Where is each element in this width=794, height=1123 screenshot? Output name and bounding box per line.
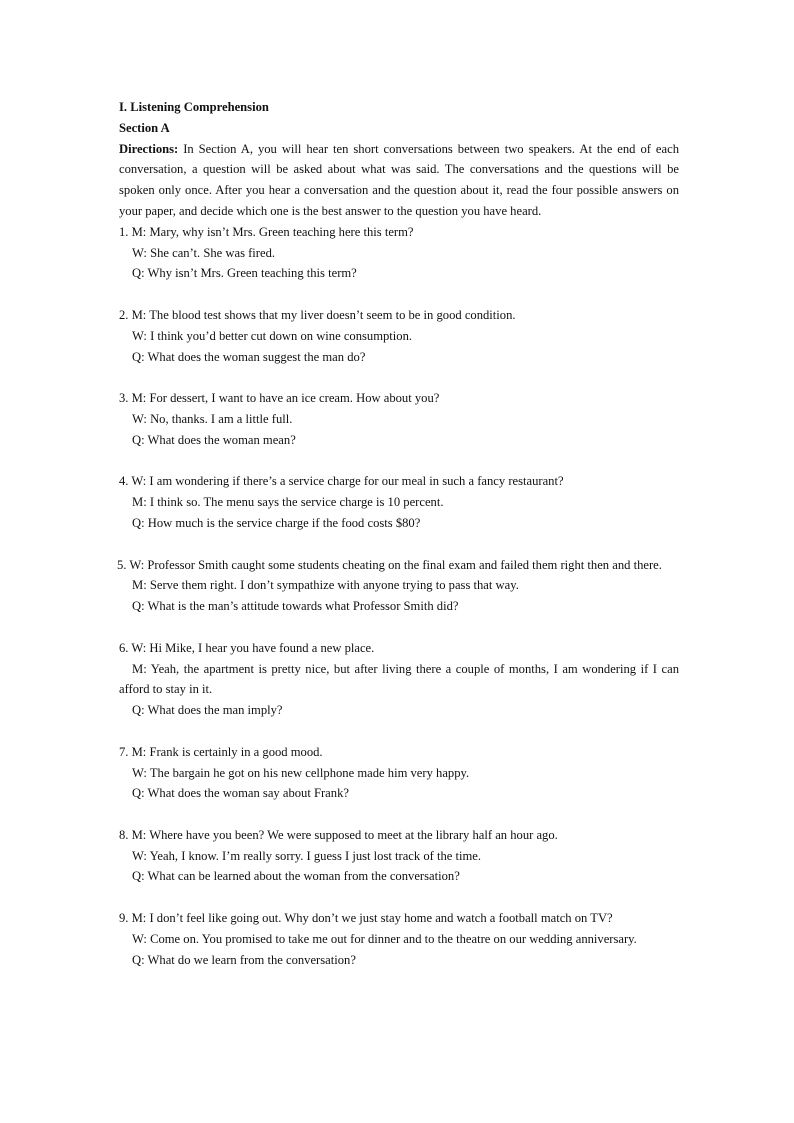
question-line: Q: What does the woman say about Frank? bbox=[132, 786, 349, 801]
conversation-line: 6. W: Hi Mike, I hear you have found a new place. bbox=[119, 640, 375, 655]
conversation-8 bbox=[119, 825, 679, 887]
conversation-line: W: She can’t. She was fired. bbox=[132, 245, 276, 260]
conversation-line: 2. M: The blood test shows that my liver doesn’t seem to be in good condition. bbox=[119, 307, 516, 322]
conversation-line: 4. W: I am wondering if there’s a service charge for our meal in such a fancy restaurant? bbox=[119, 474, 564, 489]
question-line: Q: What does the man imply? bbox=[132, 703, 283, 718]
conversation-7 bbox=[119, 742, 679, 804]
conversation-1 bbox=[119, 222, 679, 284]
conversation-line: M: I think so. The menu says the service charge is 10 percent. bbox=[132, 495, 444, 510]
page-heading: I. Listening Comprehension bbox=[119, 100, 269, 114]
conversation-line: M: Yeah, the apartment is pretty nice, but after living there a couple of months, I am wondering if I can afford to stay in it. bbox=[119, 661, 679, 697]
conversation-list bbox=[119, 222, 679, 971]
conversation-2 bbox=[119, 305, 679, 367]
question-line: Q: What can be learned about the woman from the conversation? bbox=[132, 869, 460, 884]
question-line: Q: What is the man’s attitude towards what Professor Smith did? bbox=[132, 599, 459, 614]
question-line: Q: What does the woman suggest the man do? bbox=[132, 349, 366, 364]
conversation-4 bbox=[119, 471, 679, 533]
conversation-line: 5. W: Professor Smith caught some students cheating on the final exam and failed them right then and there. bbox=[117, 557, 662, 572]
conversation-line: 1. M: Mary, why isn’t Mrs. Green teaching here this term? bbox=[119, 224, 414, 239]
directions-text: In Section A, you will hear ten short conversations between two speakers. At the end of each conversation, a question will be asked about what was said. The conversations and the questions will be spoken only once. After you hear a conversation and the question about it, read the four possible answers on your paper, and decide which one is the best answer to the question you have heard. bbox=[119, 141, 679, 218]
question-line: Q: How much is the service charge if the food costs $80? bbox=[132, 515, 421, 530]
directions-label: Directions: bbox=[119, 141, 179, 156]
conversation-line: W: The bargain he got on his new cellphone made him very happy. bbox=[132, 765, 470, 780]
section-title: Section A bbox=[119, 120, 170, 135]
conversation-line: 8. M: Where have you been? We were supposed to meet at the library half an hour ago. bbox=[119, 827, 558, 842]
conversation-6 bbox=[119, 638, 679, 721]
directions-paragraph bbox=[119, 139, 679, 222]
conversation-5 bbox=[119, 555, 679, 617]
conversation-line: M: Serve them right. I don’t sympathize with anyone trying to pass that way. bbox=[132, 578, 519, 593]
question-line: Q: What does the woman mean? bbox=[132, 432, 296, 447]
conversation-line: W: No, thanks. I am a little full. bbox=[132, 411, 293, 426]
conversation-line: W: I think you’d better cut down on wine consumption. bbox=[132, 328, 413, 343]
conversation-line: 9. M: I don’t feel like going out. Why don’t we just stay home and watch a football match on TV? bbox=[119, 911, 613, 926]
conversation-3 bbox=[119, 388, 679, 450]
conversation-line: W: Come on. You promised to take me out for dinner and to the theatre on our wedding anniversary. bbox=[132, 931, 637, 946]
question-line: Q: What do we learn from the conversation? bbox=[132, 952, 356, 967]
conversation-line: 3. M: For dessert, I want to have an ice cream. How about you? bbox=[119, 391, 440, 406]
document-page bbox=[119, 97, 679, 970]
question-line: Q: Why isn’t Mrs. Green teaching this term? bbox=[132, 266, 357, 281]
conversation-9 bbox=[119, 908, 679, 970]
conversation-line: W: Yeah, I know. I’m really sorry. I guess I just lost track of the time. bbox=[132, 848, 482, 863]
conversation-line: 7. M: Frank is certainly in a good mood. bbox=[119, 744, 323, 759]
